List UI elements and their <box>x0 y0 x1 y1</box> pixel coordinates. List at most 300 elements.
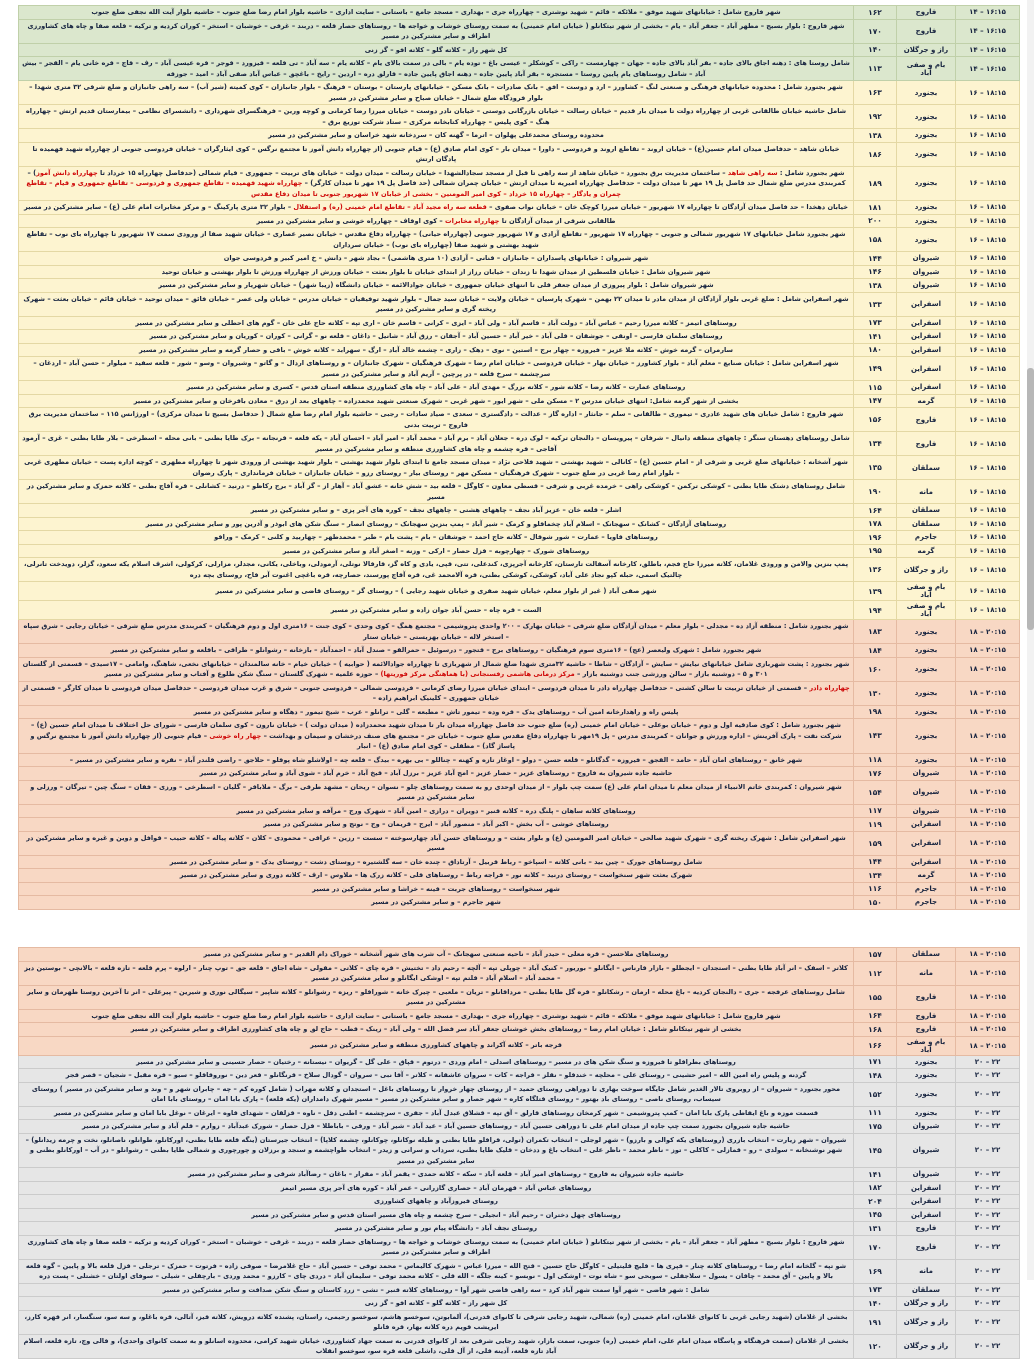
time-slot-cell: ۱۸ – ۲۰:۱۵ <box>956 855 1020 869</box>
area-text: شهر بجنورد : پشت شهربازی شامل خیابانهای نیایش – سایش – آزادگان – شاطا – حاشیه ۳۲متری شهدا ضلع شمال از شهربازی تا چهارراه جوادالائمه ( حوابیه ) – خیابان خیام – خانه سالمندان – خیابانهای نخعی، شاهنگ، وامامی – ۱۷سیدی – قسمتی از گلستان ۳۰۱ و ۵ – دوشنبه بازار – سالن ورزشی جنب دوشنبه بازار – <box>22 659 850 678</box>
area-text: گردنه و پلیس راه امین الله – امیر حشینی – روستای علی – محلچه – خندقلو – نقلز – قراجه – کات – سروان عاشقانه – کلاتر – آقا نبی – سروان – گودال سلاخ – قرنگانلو – قعر دین – نوروقاقلو – سیو – قره مقبل – شجیان – قصر قجر <box>65 1071 807 1079</box>
area-text: روستاهای قاویا – عمارت – شور شوقال – کلاته حاج احمد – جوشقان – بام – پشت بام – طبر – محمدطهر – چهاربید و کلنی – کرمک – وراقو <box>214 533 658 541</box>
area-text: شامل روستاهای دشتک طایا بطنی – کوشکی ترکمن – کوشکی راهی – خرمده غربی و شرقی – قسطی معاون – کاوگل – قلعه بید – شش خانه – عشق آباد – آهار از – گز آباد – برج رکاظو – درنید – کشانلی – قره آقاچ بطنی – کلاته حمزک و سایر مشترکین در مسیر <box>26 482 846 501</box>
time-slot-cell: ۲۰ – ۲۲ <box>956 1069 1020 1083</box>
area-text: بخشی از غلامان (سمت فرهنگاه و پاسگاه میدان امام علی، امام خمینی (ره) جنوبی، سمت بازار، شهید رجایی شرقی بعد از کانوای قدرتی به سمت جهاد کشاورزی، خیابان شهید کرامی، محدوده اسانلو و به سمت کانوای واحدی)، و قالی وچ، تازه قلعه، اسلام آباد تازه قلعه، آدینه قلی، از آل قلی، داشلی قلعه قره سو، سوخسو انقلاب <box>23 1336 849 1355</box>
city-cell: راز و جرگلان <box>897 1310 956 1334</box>
area-text: حاشیه جاده شیروان به فاروج – روستاهای امیر آباد – قلعه آباد – سکه – کلاته حمدی – یقمر آباد – مفرار – باغان – رضاآباد شرقی و سایر مشترکین در مسیر <box>187 1170 685 1178</box>
time-slot-cell: ۱۴ – ۱۶:۱۵ <box>956 57 1020 81</box>
area-text: شهر شیروان : کمربندی خاتم الانبیاء از میدان معلم تا میدان امام علی (ع) سمت چپ بلوار – از میدان اوحدی رو به سمت روستاهای چلو – نسوان – ریحان – مشهد طرقی – برگ – ملاباقر – گلیان – اسطرخی – ورزی – فقان – سنگ چین – تیرگان – ورزلی و سایر مشترکین در مسیر <box>30 782 842 801</box>
feeder-code-cell: ۱۷۸ <box>854 517 897 531</box>
outage-row <box>19 1055 1020 1069</box>
area-text: شهر شیروان شامل : خیابان فلسطین از میدان شهدا تا زندان – خیابان رزاز از ابتدای خیابان تا بلوار بعثت – خیابان ورزش از چهارراه ورزش تا بلوار بهشتی و خیابان توحید <box>161 267 711 276</box>
area-text: حاشیه جاده شیروان بجنورد سمت چپ جاده از میدان امام علی تا دوراهی حسین آباد – روستاهای حسین آباد – عید آباد – شیر آباد – ورقی – باباطلا – قزل حصار – شورک عبدآباد – زوارم – قلم آباد و سایر مشترکین در مسیر <box>82 1122 790 1130</box>
area-text: شهر اسفراین شامل : ضلع غربی بلوار آزادگان از میدان مادر تا میدان ۲۲ بهمن – شهرک پارسیان – خیابان ولایت – خیابان سید جمال – بلوار شهید توفیقیان – خیابان مدرس – خیابان ولی عصر – خیابان فائق – میدان توحید – خیابان قائم – خیابان بعثت – شهرک ریخته گری و سایر مشترکین در مسیر <box>23 294 849 313</box>
feeder-code-cell: ۱۱۳ <box>854 57 897 81</box>
time-slot-cell: ۱۸ – ۲۰:۱۵ <box>956 948 1020 962</box>
time-slot-cell: ۱۸ – ۲۰:۱۵ <box>956 657 1020 681</box>
area-text: محور بجنورد – شیروان – از روبروی تالار الغدیر شامل جایگاه سوخت بهاری تا دوراهی روستای حمید – از روستای چهار خروار تا روستاهای باغل – استجدان و کلاته مهراب ( شامل کوره کم – چه – چابران شهر و – وند و سایر مشترکین در مسیر ) روستای سیساب، روستای ناصی – روستای باد بهتور – روستای قتلگاه کاره – شهر حصار و سایر مشترکین در مسیر – مسیر شهرک دامداران (یکه قلعه) – پارک بابا امان – روستای بابا امان <box>31 1084 841 1103</box>
time-slot-cell: ۱۴ – ۱۶:۱۵ <box>956 19 1020 43</box>
city-cell: بجنورد <box>897 105 956 129</box>
city-cell: فاروج <box>897 408 956 432</box>
area-description-cell <box>19 544 854 558</box>
time-slot-cell: ۲۰ – ۲۲ <box>956 1334 1020 1358</box>
area-text: روستاهای اتیمز – کلاته میرزا رحیم – عباس آباد – دولت آباد – قاسم آباد – ولی آباد – ایزی – کرانی – قاسم خان – اری تپه – کلاته حاج علی خان – گوم های احطلی و سایر مشترکین در مسیر <box>135 318 737 327</box>
outage-row <box>19 381 1020 395</box>
outage-row <box>19 357 1020 381</box>
area-text: خیابان شاهد – حدفاصل میدان امام حسین(ع) – خیابان اروند – تقاطع اروند و فردوسی – داورا – میدان بار – کوی امام صادق (ع) – قیام جنوبی (از چهارراه دانش آموز تا مجتمع نرگس – کوی ایثارگران – خیابان فردوسی جنوبی از چهارراه شهید فهمیده تا پادگان ارتش <box>32 144 840 163</box>
city-cell: بجنورد <box>897 1082 956 1106</box>
time-slot-cell: ۲۰ – ۲۲ <box>956 1297 1020 1311</box>
area-text: شهر فاروج : شامل خیابان های شهید عادری – تیموری – طالقانی – سلم – جانثار – اداره گاز – عدالت – دادگستری – سعدی – صیاد سادات – رجبی – حاشیه بلوار امام رضا ضلع شمال ( حدفاصل بسیج تا میدان مرکزی) – اورژانس ۱۱۵ – ساختمان مدیریت برق فاروج – تربیت بدنی <box>28 410 844 429</box>
area-text: روستاهای سلمان فارسی – اونقی – جوشقان – قلی آباد – خیر آباد – حسین آباد – آجقان – رزق آباد – شانیل – داغان – قلعه نو – گرانی – کوران – کوریان و سایر مشترکین در مسیر <box>149 332 723 340</box>
time-slot-cell: ۱۸ – ۲۰:۱۵ <box>956 818 1020 832</box>
feeder-code-cell: ۱۵۰ <box>854 896 897 910</box>
time-slot-cell: ۱۸ – ۲۰:۱۵ <box>956 882 1020 896</box>
time-slot-cell: ۱۶ – ۱۸:۱۵ <box>956 292 1020 316</box>
area-text: روستای نجف آباد – دانشگاه پیام نور و سایر مشترکین در مسیر <box>334 1224 538 1232</box>
time-slot-cell: ۱۶ – ۱۸:۱۵ <box>956 504 1020 518</box>
outage-row <box>19 1082 1020 1106</box>
area-text: طالقانی شرقی از میدان آزادگان تا <box>499 216 616 225</box>
area-text: بخشی از شهر تیتکانلو شامل : خیابان امام رضا – روستاهای بخش خوشنان جعفر آباد سر فضل الله – ولی آباد – زینک – قطب – حاج لق و چاه های کشاورزی اطراف و سایر مشترکین در مسیر <box>130 1025 742 1033</box>
outage-row <box>19 394 1020 408</box>
feeder-code-cell: ۱۴۴ <box>854 855 897 869</box>
outage-row <box>19 343 1020 357</box>
feeder-code-cell: ۱۷۰ <box>854 1235 897 1259</box>
area-text: کلاتر – اسفک – انر آباد طایا بطنی – استجدان – ایجطلو – بازار قارناس – ایگانلو – بوریور – کنیک آباد – چوپلی تپه – آلچه – رحیم داد – تختیش – قره چای – کلاتی – مقولی – شاه اجاق – قلعه جق – توپ چنار – ارلوه – پرم قلعه – تازه قلعه – بالانچی – بوستین دیز – محمد آباد – اسلام آباد – قلتم تپه – اوشکی ایگانلو و سایر مشترکین در مسیر <box>24 963 848 982</box>
time-slot-cell: ۲۰ – ۲۲ <box>956 1283 1020 1297</box>
area-text: شهر سنخواست – روستاهای جربت – قینه – خراشا و سایر مشترکین در مسیر <box>312 884 560 893</box>
time-slot-cell: ۲۰ – ۲۲ <box>956 1208 1020 1222</box>
area-description-cell <box>19 214 854 228</box>
city-cell: اسفراین <box>897 292 956 316</box>
outage-row <box>19 644 1020 658</box>
city-cell: بجنورد <box>897 657 956 681</box>
outage-row <box>19 1181 1020 1195</box>
area-description-cell <box>19 1297 854 1311</box>
city-cell: اسفراین <box>897 818 956 832</box>
outage-row <box>19 620 1020 644</box>
time-slot-cell: ۱۶ – ۱۸:۱۵ <box>956 129 1020 143</box>
area-description-cell <box>19 767 854 781</box>
feeder-code-cell: ۱۳۸ <box>854 129 897 143</box>
time-slot-cell: ۱۸ – ۲۰:۱۵ <box>956 780 1020 804</box>
area-description-cell <box>19 644 854 658</box>
outage-row <box>19 1195 1020 1209</box>
area-text: الست – قره چاه – حسن آباد جوان زاده و سایر مشترکین در مسیر <box>330 605 542 614</box>
feeder-code-cell: ۱۴۳ <box>854 719 897 754</box>
area-text: روستاهای عمارت – کلاته رضا – کلاته شور – کلاته بزرگ – مهدی آباد – علی آباد – چاه های کشاورزی منطقه استان قدس – کسری و سایر مشترکین در مسیر <box>186 383 686 391</box>
area-text: پلیس راه و راهدارخانه امین آب – روستاهای یدک – قره وده – تیمور تاش – مطبعه – گلی – ترانلو – عرب – شیخ تیمور – دهگاه و سایر مشترکین در مسیر <box>193 707 679 716</box>
area-description-cell <box>19 882 854 896</box>
outage-row <box>19 869 1020 883</box>
city-cell: سملقان <box>897 517 956 531</box>
feeder-code-cell: ۱۴۵ <box>854 1208 897 1222</box>
area-text: روستاهای چهل دختران – رحیم آباد – انجیلی – سرخ چشمه و چاه های مسیر استان قدس و سایر مشترکین در مسیر <box>251 1210 621 1219</box>
area-description-cell <box>19 961 854 985</box>
feeder-code-cell: ۱۵۸ <box>854 228 897 252</box>
city-cell: بجنورد <box>897 228 956 252</box>
feeder-code-cell: ۱۴۷ <box>854 394 897 408</box>
area-description-cell <box>19 105 854 129</box>
area-description-cell <box>19 252 854 266</box>
feeder-code-cell: ۱۹۶ <box>854 531 897 545</box>
area-description-cell <box>19 357 854 381</box>
feeder-code-cell: ۲۰۴ <box>854 1195 897 1209</box>
time-slot-cell: ۱۸ – ۲۰:۱۵ <box>956 961 1020 985</box>
feeder-code-cell: ۱۳۶ <box>854 558 897 582</box>
city-cell: بجنورد <box>897 214 956 228</box>
city-cell: بجنورد <box>897 129 956 143</box>
time-slot-cell: ۱۸ – ۲۰:۱۵ <box>956 869 1020 883</box>
time-slot-cell: ۲۰ – ۲۲ <box>956 1133 1020 1168</box>
area-description-cell <box>19 558 854 582</box>
area-text: شامل حاشیه خیابان طالقانی غربی از چهارراه دولت تا میدان بار قدیم – خیابان رسالت – خیابان بازرگانی دوستی – خیابان نادر دوست – خیابان میرزا رضا کرمانی و کوچه ورین – فرهنگسرای شهرداری – دانشسرای نظامی – بیمارستان قدیم ارتش – چهارراه هنگ – کوی پلیس – چهارراه کتابخانه مرکزی – ستاد شرکت توزیع برق – <box>25 107 847 126</box>
feeder-code-cell: ۱۷۳ <box>854 1283 897 1297</box>
feeder-code-cell: ۱۳۵ <box>854 456 897 480</box>
area-text: اشلر – قلعه خان – عزیز آباد نجف – چاههای هشتی – چاههای نجف – کوره های آجر پزی – و سایر مشترکین در مسیر <box>250 506 622 514</box>
area-description-cell <box>19 19 854 43</box>
feeder-code-cell: ۱۴۴ <box>854 252 897 266</box>
feeder-code-cell: ۱۶۳ <box>854 81 897 105</box>
city-cell: بام و صفی آباد <box>897 582 956 601</box>
city-cell: جاجرم <box>897 531 956 545</box>
area-description-cell <box>19 330 854 344</box>
time-slot-cell: ۱۶ – ۱۸:۱۵ <box>956 381 1020 395</box>
area-description-cell <box>19 432 854 456</box>
area-text: روستاهای کلاته ساهان – پلنگ دره – کلاته قنبر – دویران – درازی – امین آباد – شهرک ورج – مرآفه و سایر مشترکین در مسیر <box>236 806 636 815</box>
city-cell: شیروان <box>897 265 956 279</box>
time-slot-cell: ۱۸ – ۲۰:۱۵ <box>956 719 1020 754</box>
area-description-cell <box>19 1036 854 1055</box>
feeder-code-cell: ۱۴۰ <box>854 1297 897 1311</box>
time-slot-cell: ۲۰ – ۲۲ <box>956 1181 1020 1195</box>
city-cell: بجنورد <box>897 681 956 705</box>
area-description-cell <box>19 1310 854 1334</box>
area-text: – کوی اوقاف – چهارراه خوشی و سایر مشترکین در مسیر <box>256 216 446 225</box>
area-description-cell <box>19 948 854 962</box>
area-text: شهر جاجرم – و سایر مشترکین در مسیر <box>371 898 501 906</box>
outage-row <box>19 408 1020 432</box>
area-text: شهر فاروج شامل : خیابانهای شهید موفق – ملائکه – قائم – شهید نوشتری – چهارراه جری – بهداری – مسجد جامع – باستانی – سایت اداری – حاشیه بلوار امام رضا ضلع جنوب – حاشیه بلوار آیت الله نجفی ضلع جنوب <box>91 1011 781 1020</box>
city-cell: اسفراین <box>897 1181 956 1195</box>
outage-row <box>19 719 1020 754</box>
time-slot-cell: ۱۶ – ۱۸:۱۵ <box>956 201 1020 215</box>
city-cell: فاروج <box>897 1235 956 1259</box>
feeder-code-cell: ۱۹۸ <box>854 705 897 719</box>
area-description-cell <box>19 316 854 330</box>
time-slot-cell: ۱۶ – ۱۸:۱۵ <box>956 343 1020 357</box>
outage-row <box>19 1259 1020 1283</box>
feeder-code-cell: ۱۹۴ <box>854 601 897 620</box>
city-cell: فاروج <box>897 1222 956 1236</box>
scrollbar-track[interactable] <box>1027 0 1034 1280</box>
outage-row <box>19 882 1020 896</box>
city-cell: بجنورد <box>897 1069 956 1083</box>
area-text: شهر شیروان : خیابانهای پاسداران – جانبازان – قنانی – آزادی (۱۰ متری هاشمی) – بجاد شهر – دانش – خ امیر کبیر و فردوسی جوان <box>223 254 649 262</box>
city-cell: راز و جرگلان <box>897 1297 956 1311</box>
time-slot-cell: ۱۶ – ۱۸:۱۵ <box>956 582 1020 601</box>
feeder-code-cell: ۱۳۳ <box>854 292 897 316</box>
outage-table-sheet-2 <box>18 947 1020 1359</box>
area-description-cell <box>19 81 854 105</box>
area-description-cell <box>19 504 854 518</box>
city-cell: شیروان <box>897 780 956 804</box>
area-description-cell <box>19 456 854 480</box>
outage-row <box>19 480 1020 504</box>
city-cell: بام و صفی آباد <box>897 57 956 81</box>
area-description-cell <box>19 869 854 883</box>
area-description-cell <box>19 601 854 620</box>
feeder-code-cell: ۱۷۳ <box>854 316 897 330</box>
city-cell: شیروان <box>897 279 956 293</box>
area-description-cell <box>19 831 854 855</box>
outage-row <box>19 228 1020 252</box>
time-slot-cell: ۱۶ – ۱۸:۱۵ <box>956 166 1020 201</box>
area-description-cell <box>19 57 854 81</box>
area-description-cell <box>19 1069 854 1083</box>
outage-row <box>19 504 1020 518</box>
city-cell: فاروج <box>897 432 956 456</box>
area-description-cell <box>19 620 854 644</box>
city-cell: بجنورد <box>897 1055 956 1069</box>
city-cell: فاروج <box>897 1009 956 1023</box>
outage-row <box>19 531 1020 545</box>
area-description-cell <box>19 394 854 408</box>
time-slot-cell: ۱۸ – ۲۰:۱۵ <box>956 985 1020 1009</box>
area-description-cell <box>19 1055 854 1069</box>
area-text: – قسمتی از خیابان تربیت تا سالن کشتی – حدفاصل چهارراه دادر تا میدان فردوسی – ابتدای خیابان میرزا رضای کرمانی – فردوسی شمالی – فردوسی جنوبی – شرق و غرب میدان فردوسی – حدفاصل میدان فردوسی تا میدان کارگر – قسمتی از خیابان جمهوری – کلینیک ابراهیم زاده – <box>22 683 810 702</box>
outage-row <box>19 1106 1020 1120</box>
area-text: خیابان دهخدا – حد فاصل میدان آزادگان تا چهارراه ۱۷ شهریور – خیابان میرزا کوچک خان – خیابان نواب صفوی – <box>486 203 848 211</box>
time-slot-cell: ۱۶ – ۱۸:۱۵ <box>956 252 1020 266</box>
area-text: – قیام جنوبی (از چهارراه دانش آموز تا مجتمع نرگس و پاساژ گاد) – مطقلی – کوی امام صادق (ع) – انبار <box>30 731 515 750</box>
time-slot-cell: ۱۶ – ۱۸:۱۵ <box>956 357 1020 381</box>
time-slot-cell: ۱۶ – ۱۸:۱۵ <box>956 531 1020 545</box>
area-description-cell <box>19 657 854 681</box>
feeder-code-cell: ۱۹۲ <box>854 105 897 129</box>
outage-row <box>19 1120 1020 1134</box>
outage-row <box>19 1283 1020 1297</box>
outage-row <box>19 279 1020 293</box>
feeder-code-cell: ۱۳۹ <box>854 582 897 601</box>
time-slot-cell: ۱۶ – ۱۸:۱۵ <box>956 432 1020 456</box>
area-description-cell <box>19 582 854 601</box>
outage-table-sheet-1 <box>18 5 1020 910</box>
outage-row <box>19 292 1020 316</box>
time-slot-cell: ۱۶ – ۱۸:۱۵ <box>956 81 1020 105</box>
outage-row <box>19 985 1020 1009</box>
time-slot-cell: ۱۸ – ۲۰:۱۵ <box>956 705 1020 719</box>
outage-row <box>19 432 1020 456</box>
area-description-cell <box>19 1181 854 1195</box>
outage-row <box>19 6 1020 20</box>
time-slot-cell: ۱۸ – ۲۰:۱۵ <box>956 681 1020 705</box>
feeder-code-cell: ۱۹۱ <box>854 1310 897 1334</box>
feeder-code-cell: ۱۷۵ <box>854 1120 897 1134</box>
outage-row <box>19 1133 1020 1168</box>
outage-row <box>19 456 1020 480</box>
area-text: شو تپه – گلخانه امام رضا – روستاهای کلاته چنار – قپری ها – قلیچ قلیتیلی – کاوگل حاج حسین – قتح الله – میرزا عباس – شهرک کالیماس – محمد توفی – حسین آباد – حاج غلامرضا – صوفی زاده – فرتوت – حمزک – ترجلی – قزل قلعه بالا و پایین – گوه قلعه بالا و پایین – آق محمد – چاقان – یسول – سلاجقلی – سوبحی سو – شاه نوت – اوشکی اول – نوبسو – کینه جلگه – الله قلی – کلاته محمد توفی – سلیمان آباد – دردی چای – کارزو – محمد وردی – بارچقلی – شیلی – سوفای اولتان – خشتلی – پست دره <box>25 1261 847 1280</box>
city-cell: فاروج <box>897 1023 956 1037</box>
scrollbar-thumb[interactable] <box>1027 368 1034 630</box>
area-text: بخشی از غلامان (شهید رجایی غربی تا کانوای غلامان، امام خمینی (ره) شمالی، شهید رجایی شرقی تا کانوای قدرتی)، آلمابوتن، سوخسو هاشم، سوخسو رحیمی، راستان، پشنده کلاته درویش، کلاته قیز، آتالی، قره باغلو، و سه سو، سنگسار، انر قهره کارز، ایریشب قویم دره کلاته بهار، قره قانلو <box>24 1312 848 1331</box>
outage-row <box>19 767 1020 781</box>
time-slot-cell: ۱۶ – ۱۸:۱۵ <box>956 408 1020 432</box>
time-slot-cell: ۱۶ – ۱۸:۱۵ <box>956 214 1020 228</box>
time-slot-cell: ۱۸ – ۲۰:۱۵ <box>956 1009 1020 1023</box>
area-description-cell <box>19 201 854 215</box>
area-text: شهر فاروج شامل : خیابانهای شهید موفق – ملائکه – قائم – شهید نوشتری – چهارراه جری – بهداری – مسجد جامع – باستانی – سایت اداری – حاشیه بلوار امام رضا ضلع جنوب – حاشیه بلوار آیت الله نجفی ضلع جنوب <box>91 8 781 16</box>
area-text: شهر بجنورد شامل : محدوده خیابانهای فرهنگی و صنعتی لنگ – کشاورز – ارد و دوست – افق – بانک صادرات – بانک مسکن – خیابانهای پارستان – بوستان – فرهنگ – بلوار جانبازان – کوی کمیته (شیر آب) – سه راهی جانبازان و ضلع شرقی ۳۲ متری شهدا – بلوار فرودگاه ضلع شمال – خیابان صباح و سایر مشترکین در مسیر <box>29 83 843 102</box>
area-description-cell <box>19 531 854 545</box>
area-text-highlighted: سه راهی شاهد <box>727 168 778 177</box>
area-description-cell <box>19 896 854 910</box>
area-text: شیروان – شهر زیارت – انتخاب بازری (روستاهای یکه کوالی و بارزو) – شهر لوجلی – انتخاب تکمران (تولی، قراقلو طایا بطنی و طیله نوکانلو، چوکانلو، چشمه کلاپا) – انتخاب جیرستان (ینگه قلعه طایا بطنی، اورکانلو، طوانلو، ناصانلو، نخت و چرمه زیدانلو) – شهر نوشنخانه – سولدی – رو – قمازلی – کاکلی – توز – ناظر محمد – ناظر علی – انتخاب باغ و ددخان – قلیک طایا بطنی، سرداب و سرانی و زیدر – انتخاب طواچشمه و سنجد و برزلان و چورچوری و شمالی طایا بطنی – رشوانلو – در آب – اورکانلو بطنی و سایر مشترکین در مسیر <box>25 1135 847 1165</box>
city-cell: راز و جرگلان <box>897 558 956 582</box>
area-description-cell <box>19 1106 854 1120</box>
feeder-code-cell: ۱۱۵ <box>854 381 897 395</box>
city-cell: بجنورد <box>897 166 956 201</box>
time-slot-cell: ۱۸ – ۲۰:۱۵ <box>956 767 1020 781</box>
feeder-code-cell: ۱۵۴ <box>854 780 897 804</box>
time-slot-cell: ۱۸ – ۲۰:۱۵ <box>956 896 1020 910</box>
city-cell: شیروان <box>897 1120 956 1134</box>
city-cell: اسفراین <box>897 1208 956 1222</box>
city-cell: بام و صفی آباد <box>897 1036 956 1055</box>
city-cell: بجنورد <box>897 1106 956 1120</box>
outage-row <box>19 57 1020 81</box>
city-cell: فاروج <box>897 6 956 20</box>
area-text: شهر بجنورد شامل : <box>777 168 845 177</box>
area-text: کل شهر راز – کلاته گلو – کلاته افو – گز زنی <box>364 45 508 54</box>
outage-row <box>19 166 1020 201</box>
city-cell: بام و صفی آباد <box>897 601 956 620</box>
feeder-code-cell: ۱۴۵ <box>854 1133 897 1168</box>
feeder-code-cell: ۱۶۸ <box>854 1023 897 1037</box>
time-slot-cell: ۱۶ – ۱۸:۱۵ <box>956 558 1020 582</box>
area-description-cell <box>19 818 854 832</box>
city-cell: بجنورد <box>897 644 956 658</box>
time-slot-cell: ۲۰ – ۲۲ <box>956 1259 1020 1283</box>
feeder-code-cell: ۱۸۶ <box>854 142 897 166</box>
city-cell: بجنورد <box>897 620 956 644</box>
city-cell: سملقان <box>897 948 956 962</box>
time-slot-cell: ۱۶ – ۱۸:۱۵ <box>956 265 1020 279</box>
area-text: شامل : شهر قاضی – شهر آوا سمت شهر آباد کرد – سه راهی قاضی شهر آوا – روستاهای کلاته قنبر – تشی – زرد کاستان و سنگ شکن صداقت و سایر مشترکین در مسیر <box>162 1285 710 1294</box>
area-description-cell <box>19 1222 854 1236</box>
time-slot-cell: ۲۰ – ۲۲ <box>956 1168 1020 1182</box>
area-text: – حوزه علمیه – شهرک گلستان – سنگ شکن طلوع و آفتاب و سایر مشترکین در مسیر <box>104 670 381 678</box>
city-cell: شیروان <box>897 767 956 781</box>
outage-row <box>19 681 1020 705</box>
city-cell: جاجرم <box>897 896 956 910</box>
city-cell: مانه <box>897 1259 956 1283</box>
area-description-cell <box>19 681 854 705</box>
time-slot-cell: ۱۶ – ۱۸:۱۵ <box>956 480 1020 504</box>
city-cell: مانه <box>897 480 956 504</box>
time-slot-cell: ۱۶ – ۱۸:۱۵ <box>956 601 1020 620</box>
city-cell: فاروج <box>897 19 956 43</box>
city-cell: شیروان <box>897 804 956 818</box>
area-description-cell <box>19 804 854 818</box>
area-description-cell <box>19 343 854 357</box>
feeder-code-cell: ۱۴۸ <box>854 1069 897 1083</box>
time-slot-cell: ۱۶ – ۱۸:۱۵ <box>956 316 1020 330</box>
area-text-highlighted: چهارراه مخابرات <box>445 216 500 225</box>
feeder-code-cell: ۱۱۱ <box>854 1106 897 1120</box>
outage-row <box>19 142 1020 166</box>
time-slot-cell: ۱۶ – ۱۸:۱۵ <box>956 517 1020 531</box>
feeder-code-cell: ۱۹۰ <box>854 480 897 504</box>
area-description-cell <box>19 142 854 166</box>
outage-row <box>19 316 1020 330</box>
area-text: روستای فیروزآباد و چاههای کشاورزی <box>374 1197 498 1205</box>
outage-row <box>19 753 1020 767</box>
area-text-highlighted: چهارراه شهید فهمیده – تقاطع جمهوری و فردوسی – تقاطع جمهوری و قیام – تقاطع چمران و یادگار – چهارراه ۱۵ خرداد – کوی امیر المومنین – بخشی از خیابان ۱۷ شهریور جنوبی تا میدان دفاع مقدس <box>26 179 622 198</box>
feeder-code-cell: ۱۱۹ <box>854 818 897 832</box>
outage-row <box>19 804 1020 818</box>
city-cell: اسفراین <box>897 357 956 381</box>
city-cell: سملقان <box>897 456 956 480</box>
time-slot-cell: ۲۰ – ۲۲ <box>956 1120 1020 1134</box>
area-text: روستاهای عباس آباد – قهرمان آباد – حصاری گازرانی – عمر آباد – کوره های آجر پزی مسیر اتیمز <box>280 1183 592 1192</box>
outage-row <box>19 214 1020 228</box>
area-text: روستاهای شورک – چهارچوبه – قزل حصار – ارکی – وزنه – اصغر آباد و سایر مشترکین در مسیر <box>282 546 590 555</box>
city-cell: گرمه <box>897 394 956 408</box>
city-cell: اسفراین <box>897 343 956 357</box>
feeder-code-cell: ۲۰۰ <box>854 214 897 228</box>
feeder-code-cell: ۱۳۰ <box>854 681 897 705</box>
area-description-cell <box>19 1208 854 1222</box>
area-description-cell <box>19 6 854 20</box>
outage-row <box>19 1297 1020 1311</box>
area-text: محدوده روستای محمدعلی پهلوان – اترما – گهنه کان – سردخانه شهد خراسان و سایر مشترکین در مسیر <box>268 131 604 139</box>
area-description-cell <box>19 1009 854 1023</box>
area-text: شامل روستاهای عرفجه – جری – دالنجان کردیه – باغ محله – ارمان – رشکانلو – قره گل طایا بطنی – مرداقانلو – تریان – ملعبی – چیرک خانه – شوراقلو – ریزه – رشوانلو – کلاته شاپیر – سیگالی نوری و شیرین – پیرعلی – انر تا آخرین روستا طهرمان و سایر مشترکین در مسیر <box>27 987 845 1006</box>
outage-row <box>19 1168 1020 1182</box>
feeder-code-cell: ۱۴۹ <box>854 357 897 381</box>
city-cell: سملقان <box>897 1283 956 1297</box>
area-description-cell <box>19 166 854 201</box>
area-text: بخشی از شهر گرمه شامل: انتهای خیابان مدرس ۲ – مسکن ملی – شهر ایور – شهر غربی – شهرک صنعتی شهید محمدزاده – چاههای بعد از درق – معادن باقرخان و سایر مشترکین در مسیر <box>133 396 739 405</box>
feeder-code-cell: ۱۳۴ <box>854 869 897 883</box>
time-slot-cell: ۱۶ – ۱۸:۱۵ <box>956 279 1020 293</box>
area-text: شهر شیروان شامل : بلوار پیروزی از میدان جعفر قلی تا انتهای خیابان جمهوری – خیابان جوادالائمه – خیابان دانشگاه (زیبا شهر) – خیابان شهریار و سایر مشترکین در مسیر <box>158 281 714 289</box>
feeder-code-cell: ۱۷۱ <box>854 1055 897 1069</box>
time-slot-cell: ۲۰ – ۲۲ <box>956 1310 1020 1334</box>
area-description-cell <box>19 1133 854 1168</box>
city-cell: راز و جرگلان <box>897 1334 956 1358</box>
outage-row <box>19 657 1020 681</box>
area-description-cell <box>19 1283 854 1297</box>
city-cell: شیروان <box>897 252 956 266</box>
city-cell: اسفراین <box>897 1195 956 1209</box>
city-cell: گرمه <box>897 544 956 558</box>
area-description-cell <box>19 719 854 754</box>
feeder-code-cell: ۱۸۹ <box>854 166 897 201</box>
area-description-cell <box>19 855 854 869</box>
outage-row <box>19 43 1020 57</box>
outage-row <box>19 818 1020 832</box>
city-cell: بجنورد <box>897 753 956 767</box>
outage-row <box>19 1023 1020 1037</box>
area-text-highlighted: قطعه سه راه مجید آباد – تقاطع امام خمینی (ره) و استقلال <box>293 203 487 211</box>
area-description-cell <box>19 985 854 1009</box>
area-text: شهر اسفراین شامل : شهرک ریخته گری – شهرک شهید صالحی – خیابان امیر المومنین (ع) و بلوار بعثت – و روستاهای حسن آباد چهارسوخته – سست – رزین – عراقی – محمودی – کلان – کلاته پیاله – کلاته حبیب – قوافل و دوین و غیره و سایر مشترکین در مسیر <box>26 833 846 852</box>
city-cell: بجنورد <box>897 81 956 105</box>
